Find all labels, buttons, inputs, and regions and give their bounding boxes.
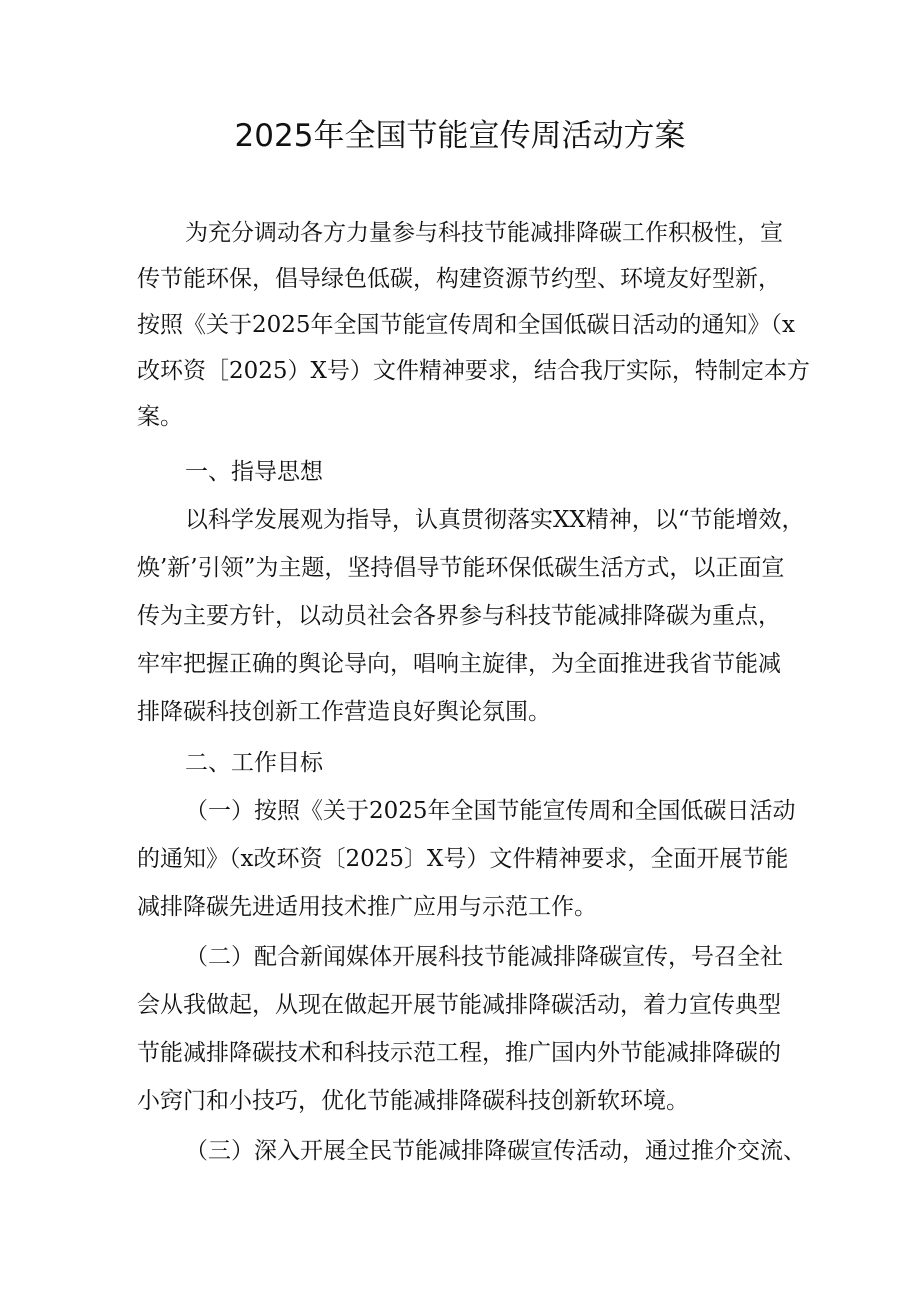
document-title: 2025年全国节能宣传周活动方案 bbox=[234, 118, 686, 154]
paragraph-line: （三）深入开展全民节能减排降碳宣传活动，通过推介交流、 bbox=[185, 1138, 806, 1164]
paragraph-line: （一）按照《关于2025年全国节能宣传周和全国低碳日活动 bbox=[185, 798, 796, 824]
paragraph-line: （二）配合新闻媒体开展科技节能减排降碳宣传，号召全社 bbox=[185, 944, 783, 970]
paragraph-line: 传为主要方针，以动员社会各界参与科技节能减排降碳为重点， bbox=[137, 603, 781, 629]
paragraph-line: 以科学发展观为指导，认真贯彻落实XX精神，以“节能增效， bbox=[185, 507, 805, 533]
paragraph-line: 减排降碳先进适用技术推广应用与示范工作。 bbox=[137, 894, 597, 920]
paragraph-line: 排降碳科技创新工作营造良好舆论氛围。 bbox=[137, 699, 551, 725]
intro-line: 改环资［2025）X号）文件精神要求，结合我厅实际，特制定本方 bbox=[137, 358, 810, 384]
section-heading-guiding-thought: 一、指导思想 bbox=[185, 459, 323, 485]
intro-line: 为充分调动各方力量参与科技节能减排降碳工作积极性，宣 bbox=[185, 220, 783, 246]
paragraph-line: 节能减排降碳技术和科技示范工程，推广国内外节能减排降碳的 bbox=[137, 1040, 781, 1066]
paragraph-line: 牢牢把握正确的舆论导向，唱响主旋律，为全面推进我省节能减 bbox=[137, 651, 781, 677]
intro-line: 传节能环保，倡导绿色低碳，构建资源节约型、环境友好型新， bbox=[137, 266, 781, 292]
paragraph-line: 焕’新’引领”为主题，坚持倡导节能环保低碳生活方式，以正面宣 bbox=[137, 555, 785, 581]
paragraph-line: 小窍门和小技巧，优化节能减排降碳科技创新软环境。 bbox=[137, 1088, 689, 1114]
intro-line: 案。 bbox=[137, 404, 183, 430]
section-heading-work-goals: 二、工作目标 bbox=[185, 750, 323, 776]
paragraph-line: 会从我做起，从现在做起开展节能减排降碳活动，着力宣传典型 bbox=[137, 992, 781, 1018]
intro-line: 按照《关于2025年全国节能宣传周和全国低碳日活动的通知》（x bbox=[137, 312, 796, 338]
paragraph-line: 的通知》（x改环资〔2025〕X号）文件精神要求，全面开展节能 bbox=[137, 846, 789, 872]
